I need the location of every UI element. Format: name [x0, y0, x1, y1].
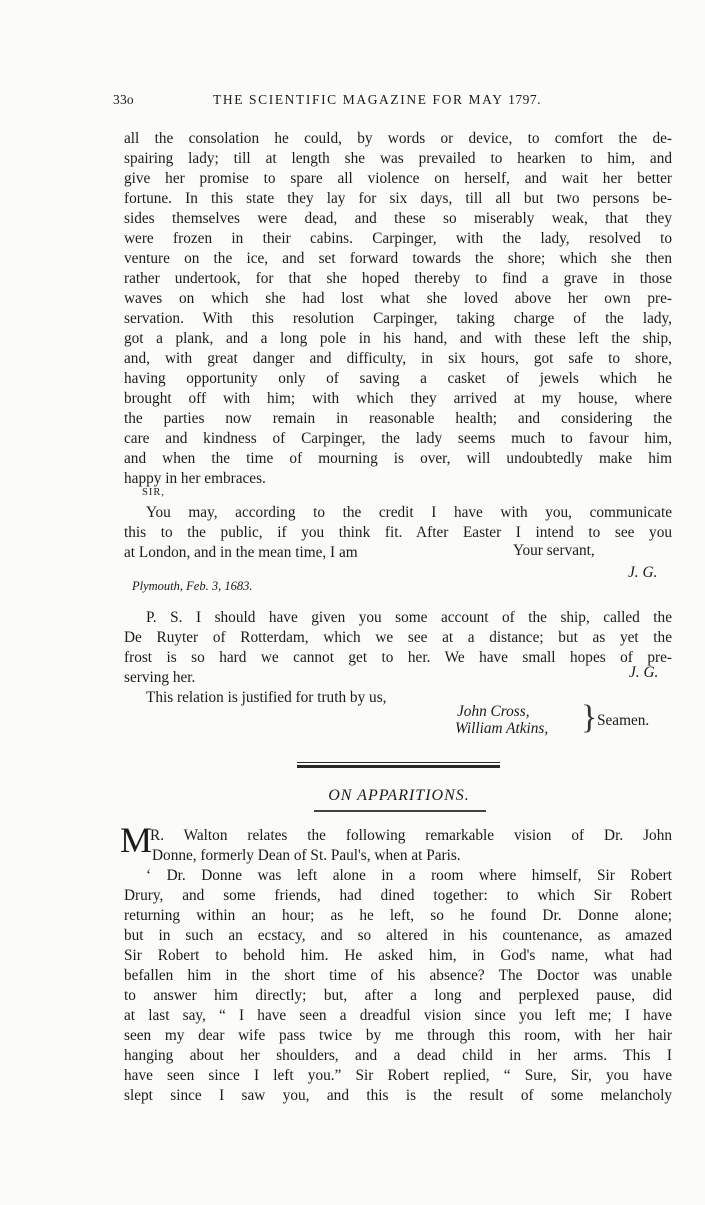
text-line: got a plank, and a long pole in his hand, and with these left the ship, [124, 330, 672, 347]
text-line: happy in her embraces. [124, 470, 266, 487]
text-line: De Ruyter of Rotterdam, which we see at a distance; but as yet the [124, 629, 672, 646]
text-line: Drury, and some friends, had dined together: to which Sir Robert [124, 887, 672, 904]
text-line: serving her. [124, 669, 196, 686]
text-line: having opportunity only of saving a casket of jewels which he [124, 370, 672, 387]
postscript-signature: J. G. [629, 664, 659, 681]
running-title [213, 92, 541, 108]
postscript [124, 608, 672, 708]
text-line: care and kindness of Carpinger, the lady seems much to favour him, [124, 430, 672, 447]
text-line: at last say, “ I have seen a dreadful vision since you left me; I have [124, 1007, 672, 1024]
text-line: P. S. I should have given you some account of the ship, called the [146, 609, 672, 626]
text-line: but in such an ecstacy, and so altered in his countenance, as amazed [124, 927, 672, 944]
text-line: and, with great danger and difficulty, in six hours, got safe to shore, [124, 350, 672, 367]
letter-signature: J. G. [628, 564, 658, 581]
witness-name: William Atkins, [455, 720, 549, 737]
text-line: R. Walton relates the following remarkable vision of Dr. John [150, 827, 672, 844]
brace-symbol: } [581, 699, 598, 736]
title-underline [314, 810, 486, 812]
witness-names [455, 703, 548, 737]
letter-closing: Your servant, [513, 542, 595, 559]
letter-salutation: SIR, [142, 487, 165, 498]
text-line: befallen him in the short time of his absence? The Doctor was unable [124, 967, 672, 984]
text-line: and when the time of mourning is over, will undoubtedly make him [124, 450, 672, 467]
attestation-line: This relation is justified for truth by us, [146, 689, 387, 706]
text-line: give her promise to spare all violence on herself, and wait her better [124, 170, 672, 187]
section-divider-thick [297, 765, 500, 768]
text-line: waves on which she had lost what she loved above her own pre- [124, 290, 672, 307]
text-line: venture on the ice, and set forward towards the shore; which she then [124, 250, 672, 267]
narrative-paragraph [124, 129, 672, 489]
text-line: ‘ Dr. Donne was left alone in a room where himself, Sir Robert [146, 867, 672, 884]
drop-cap: M [120, 820, 153, 860]
text-line: were frozen in their cabins. Carpinger, with the lady, resolved to [124, 230, 672, 247]
witness-role: Seamen. [597, 712, 650, 729]
text-line: all the consolation he could, by words or device, to comfort the de- [124, 130, 672, 147]
running-title-text: THE SCIENTIFIC MAGAZINE FOR MAY [213, 92, 504, 107]
text-line: fortune. In this state they lay for six days, till all but two persons be- [124, 190, 672, 207]
text-line: this to the public, if you think fit. After Easter I intend to see you [124, 524, 672, 541]
text-line: servation. With this resolution Carpinger, taking charge of the lady, [124, 310, 672, 327]
text-line: You may, according to the credit I have with you, communicate [146, 504, 672, 521]
witness-name: John Cross, [457, 703, 530, 720]
text-line: at London, and in the mean time, I am [124, 544, 358, 561]
text-line: returning within an hour; as he left, so he found Dr. Donne alone; [124, 907, 672, 924]
text-line: Donne, formerly Dean of St. Paul's, when at Paris. [152, 847, 461, 864]
article-lead-lines [150, 826, 672, 866]
text-line: sides themselves were dead, and these so miserably weak, that they [124, 210, 672, 227]
text-line: seen my dear wife pass twice by me through this room, with her hair [124, 1027, 672, 1044]
text-line: hanging about her shoulders, and a dead child in her arms. This I [124, 1047, 672, 1064]
article-body [124, 866, 672, 1106]
article-title: ON APPARITIONS. [328, 787, 470, 804]
text-line: frost is so hard we cannot get to her. We have small hopes of pre- [124, 649, 672, 666]
text-line: Sir Robert to behold him. He asked him, in God's name, what had [124, 947, 672, 964]
text-line: spairing lady; till at length she was prevailed to hearken to him, and [124, 150, 672, 167]
section-divider-thin [297, 762, 500, 763]
text-line: the parties now remain in reasonable health; and considering the [124, 410, 672, 427]
text-line: to answer him directly; but, after a long and perplexed pause, did [124, 987, 672, 1004]
running-title-year: 1797. [508, 92, 541, 107]
text-line: brought off with him; with which they arrived at my house, where [124, 390, 672, 407]
letter-dateline: Plymouth, Feb. 3, 1683. [132, 579, 253, 593]
text-line: rather undertook, for that she hoped thereby to find a grave in those [124, 270, 672, 287]
page-number: 33o [113, 92, 134, 107]
text-line: slept since I saw you, and this is the result of some melancholy [124, 1087, 672, 1104]
text-line: have seen since I left you.” Sir Robert replied, “ Sure, Sir, you have [124, 1067, 672, 1084]
